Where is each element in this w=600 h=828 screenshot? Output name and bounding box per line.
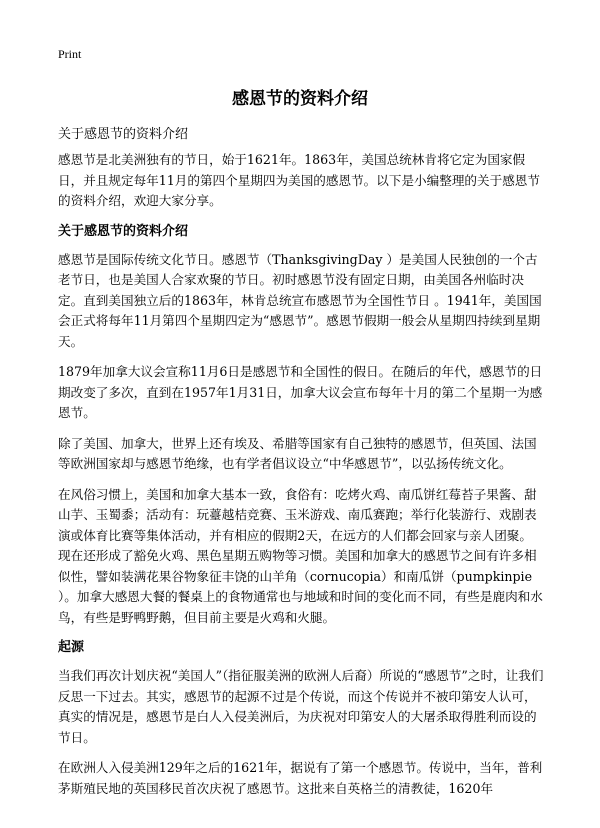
paragraph: 在风俗习惯上，美国和加拿大基本一致，食俗有：吃烤火鸡、南瓜饼红莓苔子果酱、甜山芋、玉蜀黍；活动有：玩薹越桔竞赛、玉米游戏、南瓜赛跑；举行化装游行、戏剧表演或体育比赛等集体活动，并有相应的假期2天，在远方的人们都会回家与亲人团聚。现在还形成了豁免火鸡、黑色星期五购物等习惯。美国和加拿大的感恩节之间有许多相似性，譬如装满花果谷物象征丰饶的山羊角（cornucopia）和南瓜饼（pumpkinpie ）。加拿大感恩大餐的餐桌上的食物通常也与地域和时间的变化而不同，有些是鹿肉和水鸟，有些是野鸭野鹅，但目前主要是火鸡和火腿。 [58, 486, 543, 625]
article-body [58, 150, 544, 809]
section-heading: 关于感恩节的资料介绍 [58, 223, 189, 239]
intro-paragraph: 感恩节是北美洲独有的节日，始于1621年。1863年，美国总统林肯将它定为国家假日，并且规定每年11月的第四个星期四为美国的感恩节。以下是小编整理的关于感恩节的资料介绍，欢迎大家分享。 [58, 152, 540, 208]
print-link[interactable]: Print [58, 47, 82, 61]
paragraph: 当我们再次计划庆祝“美国人”（指征服美洲的欧洲人后裔）所说的“感恩节”之时，让我们反思一下过去。其实，感恩节的起源不过是个传说，而这个传说并不被印第安人认可，真实的情况是，感恩节是白人入侵美洲后，为庆祝对印第安人的大屠杀取得胜利而设的节日。 [58, 668, 544, 745]
paragraph: 在欧洲人入侵美洲129年之后的1621年，据说有了第一个感恩节。传说中，当年，普利茅斯殖民地的英国移民首次庆祝了感恩节。这批来自英格兰的清教徒，1620年 [58, 760, 543, 796]
page-subtitle: 关于感恩节的资料介绍 [58, 127, 189, 142]
paragraph: 1879年加拿大议会宣称11月6日是感恩节和全国性的假日。在随后的年代，感恩节的日期改变了多次，直到在1957年1月31日，加拿大议会宣布每年十月的第二个星期一为感恩节。 [58, 364, 543, 420]
paragraph: 感恩节是国际传统文化节日。感恩节（ThanksgivingDay ）是美国人民独创的一个古老节日，也是美国人合家欢聚的节日。初时感恩节没有固定日期，由美国各州临时决定。直到美国独立后的1863年，林肯总统宣布感恩节为全国性节日 。1941年，美国国会正式将每年11月第四个星期四定为“感恩节”。感恩节假期一般会从星期四持续到星期天。 [58, 251, 542, 349]
page-title: 感恩节的资料介绍 [232, 89, 368, 109]
section-heading: 起源 [58, 640, 85, 655]
paragraph: 除了美国、加拿大，世界上还有埃及、希腊等国家有自己独特的感恩节，但英国、法国等欧洲国家却与感恩节绝缘，也有学者倡议设立“中华感恩节”，以弘扬传统文化。 [58, 435, 537, 471]
